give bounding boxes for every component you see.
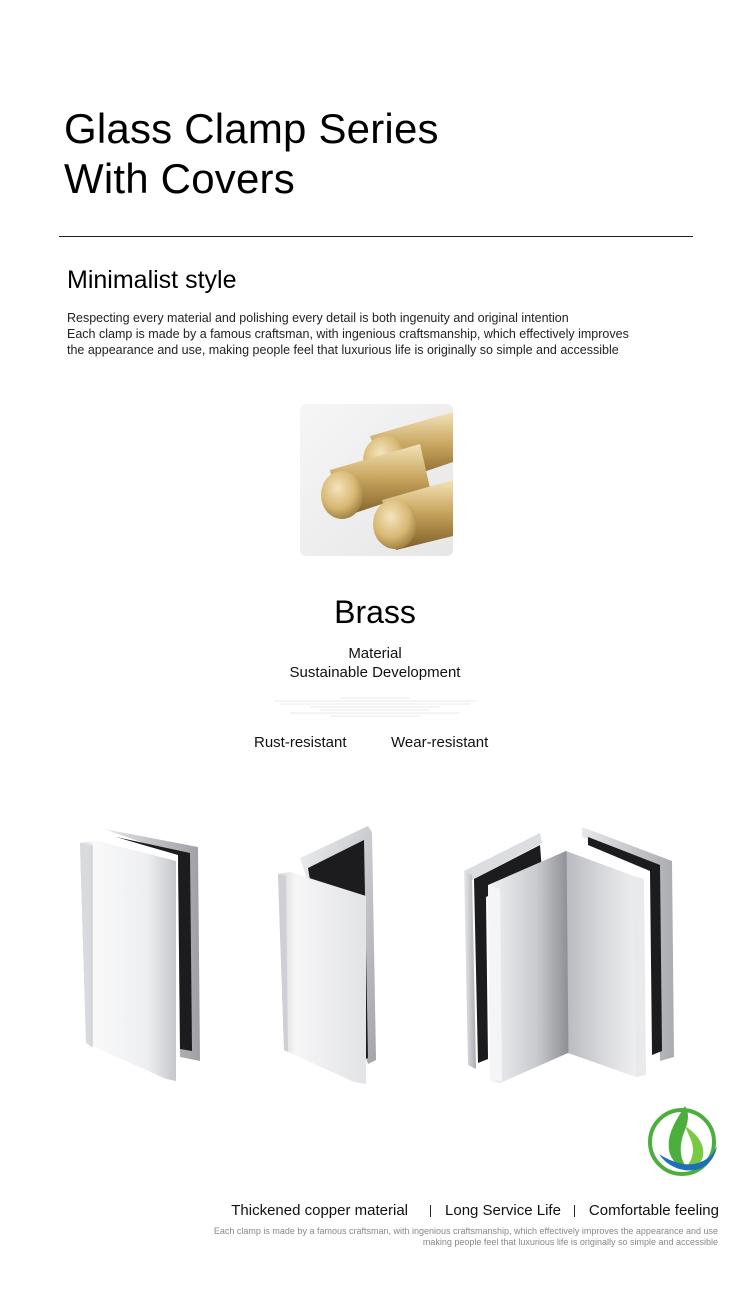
footer-note-line-2: making people feel that luxurious life is originally so simple and accessible bbox=[422, 1237, 718, 1247]
footer-divider bbox=[430, 1205, 431, 1217]
footer-feature-comfort: Comfortable feeling bbox=[588, 1202, 719, 1219]
footer-feature-copper: Thickened copper material bbox=[231, 1202, 409, 1219]
material-label: Material bbox=[348, 645, 402, 662]
material-name: Brass bbox=[334, 594, 416, 630]
section-heading: Minimalist style bbox=[67, 266, 237, 294]
footer-features bbox=[231, 1201, 719, 1220]
footer-note bbox=[198, 1226, 718, 1248]
brass-rods-image bbox=[300, 404, 453, 556]
glass-clamp-180-image bbox=[76, 825, 206, 1085]
glass-clamp-4way-image bbox=[460, 823, 678, 1085]
intro-line-2: Each clamp is made by a famous craftsman, with ingenious craftsmanship, which effectively improves bbox=[67, 327, 629, 341]
footer-note-line-1: Each clamp is made by a famous craftsman, with ingenious craftsmanship, which effectively improves the appearance and use bbox=[213, 1226, 718, 1236]
feature-wear-resistant: Wear-resistant bbox=[391, 734, 489, 751]
material-tagline: Sustainable Development bbox=[289, 664, 461, 681]
intro-line-3: the appearance and use, making people feel that luxurious life is originally so simple and accessible bbox=[67, 343, 619, 357]
page-title-line-1: Glass Clamp Series bbox=[64, 105, 439, 152]
feature-rust-resistant: Rust-resistant bbox=[254, 734, 347, 751]
intro-paragraph bbox=[67, 310, 687, 358]
footer-divider bbox=[574, 1205, 575, 1217]
glass-clamp-90-image bbox=[272, 822, 390, 1087]
page-title-line-2: With Covers bbox=[64, 155, 295, 202]
header-divider bbox=[59, 236, 693, 237]
page-title bbox=[64, 104, 439, 204]
decorative-fine-print bbox=[270, 696, 480, 720]
footer-feature-service-life: Long Service Life bbox=[445, 1202, 561, 1219]
intro-line-1: Respecting every material and polishing every detail is both ingenuity and original intention bbox=[67, 311, 569, 325]
leaf-drop-eco-icon bbox=[645, 1100, 719, 1180]
